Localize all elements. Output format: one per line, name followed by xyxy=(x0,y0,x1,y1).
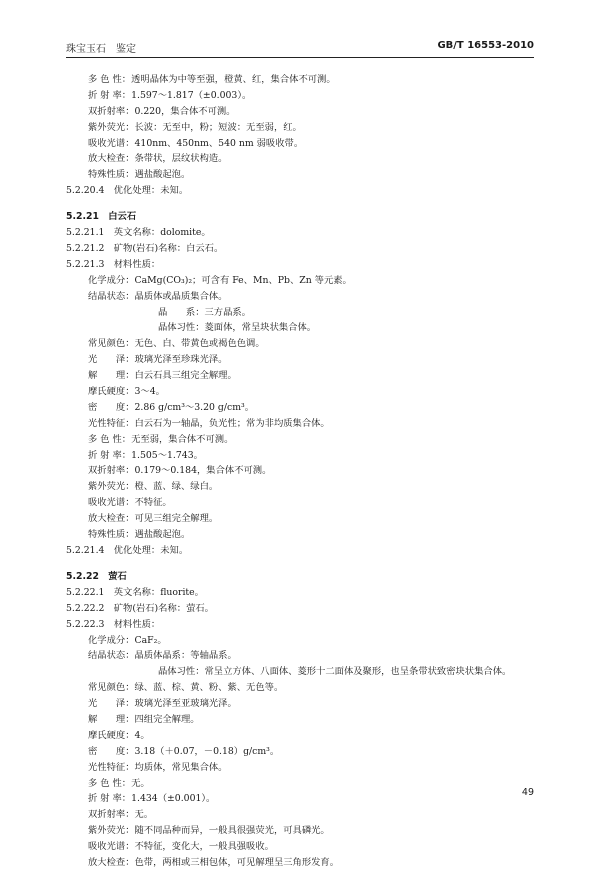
dolomite-system: 晶 系：三方晶系。 xyxy=(158,306,251,318)
property-line: 光性特征：均质体，常见集合体。 xyxy=(88,761,228,773)
prev-treatment: 5.2.20.4 优化处理：未知。 xyxy=(66,185,189,197)
standard-number: GB/T 16553-2010 xyxy=(437,40,534,51)
property-line: 密 度：3.18（＋0.07，－0.18）g/cm³。 xyxy=(88,745,280,757)
property-line: 紫外荧光：随不同品种而异，一般具很强荧光，可具磷光。 xyxy=(88,825,330,837)
dolomite-heading: 5.2.21 白云石 xyxy=(66,211,137,223)
property-line: 特殊性质：遇盐酸起泡。 xyxy=(88,529,191,541)
page-header xyxy=(66,40,534,56)
property-line: 吸收光谱：不特征。 xyxy=(88,497,172,509)
property-line: 紫外荧光：长波：无至中，粉；短波：无至弱，红。 xyxy=(88,121,302,133)
property-line: 折 射 率：1.597～1.817（±0.003）。 xyxy=(88,89,252,101)
property-line: 双折射率：0.179～0.184，集合体不可测。 xyxy=(88,465,272,477)
fluorite-item: 5.2.22.2 矿物(岩石)名称：萤石。 xyxy=(66,602,214,614)
property-line: 放大检查：可见三组完全解理。 xyxy=(88,513,219,525)
property-line: 光 泽：玻璃光泽至亚玻璃光泽。 xyxy=(88,698,237,710)
property-line: 折 射 率：1.434（±0.001）。 xyxy=(88,793,216,805)
property-line: 解 理：四组完全解理。 xyxy=(88,713,200,725)
property-line: 光 泽：玻璃光泽至珍珠光泽。 xyxy=(88,354,228,366)
property-line: 摩氏硬度：3～4。 xyxy=(88,386,165,398)
document-body xyxy=(66,72,546,871)
property-line: 折 射 率：1.505～1.743。 xyxy=(88,449,203,461)
fluorite-item: 5.2.22.1 英文名称：fluorite。 xyxy=(66,586,204,598)
fluorite-chem: 化学成分：CaF₂。 xyxy=(88,634,167,646)
property-line: 多 色 性：透明晶体为中等至强，橙黄、红，集合体不可测。 xyxy=(88,74,336,85)
page-number: 49 xyxy=(521,787,534,798)
property-line: 多 色 性：无。 xyxy=(88,777,150,789)
dolomite-chem: 化学成分：CaMg(CO₃)₂；可含有 Fe、Mn、Pb、Zn 等元素。 xyxy=(88,274,352,286)
header-rule xyxy=(66,57,534,58)
property-line: 放大检查：条带状，层纹状构造。 xyxy=(88,153,228,165)
property-line: 吸收光谱：不特征，变化大，一般具强吸收。 xyxy=(88,841,274,853)
fluorite-item: 5.2.22.3 材料性质： xyxy=(66,618,161,630)
property-line: 放大检查：色带，两相或三相包体，可见解理呈三角形发育。 xyxy=(88,856,340,868)
property-line: 多 色 性：无至弱，集合体不可测。 xyxy=(88,433,234,445)
property-line: 常见颜色：无色、白、带黄色或褐色色调。 xyxy=(88,338,265,350)
fluorite-habit: 晶体习性：常呈立方体、八面体、菱形十二面体及聚形，也呈条带状致密块状集合体。 xyxy=(158,666,512,678)
property-line: 吸收光谱：410nm、450nm、540 nm 弱吸收带。 xyxy=(88,137,304,149)
property-line: 摩氏硬度：4。 xyxy=(88,729,150,741)
dolomite-habit: 晶体习性：菱面体，常呈块状集合体。 xyxy=(158,322,317,334)
property-line: 常见颜色：绿、蓝、棕、黄、粉、紫、无色等。 xyxy=(88,682,284,694)
dolomite-item: 5.2.21.2 矿物(岩石)名称：白云石。 xyxy=(66,243,224,255)
property-line: 光性特征：白云石为一轴晶，负光性；常为非均质集合体。 xyxy=(88,417,330,429)
property-line: 双折射率：无。 xyxy=(88,809,154,821)
header-title: 珠宝玉石 鉴定 xyxy=(66,44,136,55)
dolomite-treatment: 5.2.21.4 优化处理：未知。 xyxy=(66,544,189,556)
property-line: 紫外荧光：橙、蓝、绿、绿白。 xyxy=(88,481,219,493)
prev-section-properties xyxy=(66,72,546,183)
property-line: 密 度：2.86 g/cm³～3.20 g/cm³。 xyxy=(88,401,255,413)
property-line: 特殊性质：遇盐酸起泡。 xyxy=(88,169,191,181)
dolomite-item: 5.2.21.3 材料性质： xyxy=(66,258,161,270)
property-line: 解 理：白云石具三组完全解理。 xyxy=(88,370,237,382)
property-line: 双折射率：0.220，集合体不可测。 xyxy=(88,105,236,117)
dolomite-crystal: 结晶状态：晶质体或晶质集合体。 xyxy=(88,290,228,302)
fluorite-crystal: 结晶状态：晶质体晶系：等轴晶系。 xyxy=(88,650,237,662)
dolomite-item: 5.2.21.1 英文名称：dolomite。 xyxy=(66,227,211,239)
fluorite-heading: 5.2.22 萤石 xyxy=(66,570,127,582)
